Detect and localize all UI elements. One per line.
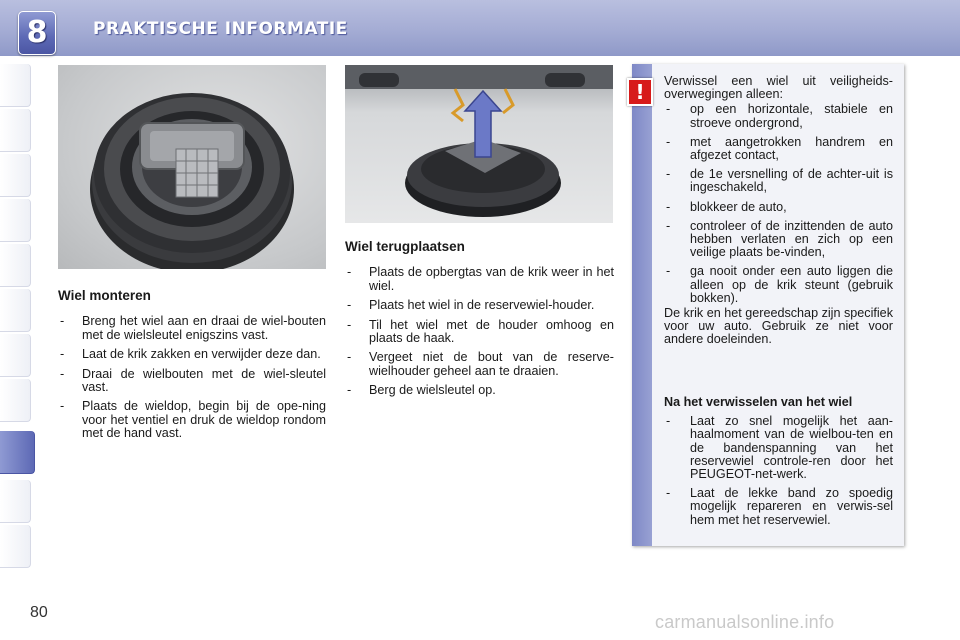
warning-icon: !: [627, 78, 653, 106]
chapter-tab[interactable]: [0, 525, 31, 568]
warning-intro: Verwissel een wiel uit veiligheids-overwegingen alleen:: [664, 74, 893, 102]
chapter-tab[interactable]: [0, 244, 31, 287]
chapter-tab[interactable]: [0, 480, 31, 523]
chapter-tab[interactable]: [0, 199, 31, 242]
list-item: - Plaats de wieldop, begin bij de ope-ning voor het ventiel en druk de wieldop rondom met de hand vast.: [58, 400, 326, 440]
chapter-tab[interactable]: [0, 109, 31, 152]
page-number: 80: [30, 604, 48, 621]
list-item: - Plaats het wiel in de reservewiel-houder.: [345, 299, 614, 312]
list-item: - Breng het wiel aan en draai de wiel-bouten met de wielsleutel enigszins vast.: [58, 315, 326, 342]
wheel-under-car-illustration: [345, 65, 613, 223]
chapter-tab[interactable]: [0, 379, 31, 422]
list-item: - Laat zo snel mogelijk het aan-haalmoment van de wielbou-ten en de bandenspanning van het reservewiel controle-ren door het PEUGEOT-net-werk.: [664, 415, 893, 481]
instruction-list: [58, 315, 326, 440]
chapter-tab[interactable]: [0, 64, 31, 107]
warning-content: [664, 75, 893, 347]
chapter-tab-strip: [0, 56, 34, 576]
list-item: - de 1e versnelling of de achter-uit is ingeschakeld,: [664, 168, 893, 194]
warning-side-bar: [632, 64, 652, 546]
spare-wheel-illustration: [58, 65, 326, 269]
spare-wheel-photo: [58, 65, 326, 269]
after-change-list: [664, 415, 893, 527]
chapter-tab[interactable]: [0, 334, 31, 377]
list-item: - Til het wiel met de houder omhoog en plaats de haak.: [345, 319, 614, 346]
list-item: - Laat de lekke band zo spoedig mogelijk repareren en verwis-sel hem met het reservewiel.: [664, 487, 893, 527]
list-item: - Plaats de opbergtas van de krik weer in het wiel.: [345, 266, 614, 293]
wheel-under-car-photo: [345, 65, 613, 223]
after-change-content: [664, 396, 893, 533]
list-item: - Vergeet niet de bout van de reserve-wielhouder geheel aan te draaien.: [345, 351, 614, 378]
section-title: Wiel terugplaatsen: [345, 239, 465, 254]
section-stowing-wheel: [345, 240, 614, 404]
chapter-number-badge: 8: [18, 11, 56, 55]
list-item: - Berg de wielsleutel op.: [345, 384, 614, 397]
chapter-title: PRAKTISCHE INFORMATIE: [93, 19, 348, 39]
chapter-tab-active[interactable]: [0, 431, 35, 474]
list-item: - controleer of de inzittenden de auto hebben verlaten en zich op een veilige plaats be-vinden,: [664, 220, 893, 260]
section-title: Wiel monteren: [58, 288, 151, 303]
warning-paragraph: De krik en het gereedschap zijn specifiek voor uw auto. Gebruik ze niet voor andere doeleinden.: [664, 306, 893, 347]
instruction-list: [345, 266, 614, 397]
list-item: - Draai de wielbouten met de wiel-sleutel vast.: [58, 368, 326, 395]
list-item: - met aangetrokken handrem en afgezet contact,: [664, 136, 893, 162]
chapter-tab[interactable]: [0, 289, 31, 332]
watermark: carmanualsonline.info: [655, 612, 835, 632]
chapter-tab[interactable]: [0, 154, 31, 197]
list-item: - Laat de krik zakken en verwijder deze dan.: [58, 348, 326, 361]
chapter-header: [0, 0, 960, 56]
section-fitting-wheel: [58, 289, 326, 447]
warning-list: [664, 103, 893, 305]
after-change-subtitle: Na het verwisselen van het wiel: [664, 395, 853, 409]
list-item: - blokkeer de auto,: [664, 201, 893, 214]
list-item: - ga nooit onder een auto liggen die alleen op de krik steunt (gebruik bokken).: [664, 265, 893, 305]
list-item: - op een horizontale, stabiele en stroeve ondergrond,: [664, 103, 893, 129]
